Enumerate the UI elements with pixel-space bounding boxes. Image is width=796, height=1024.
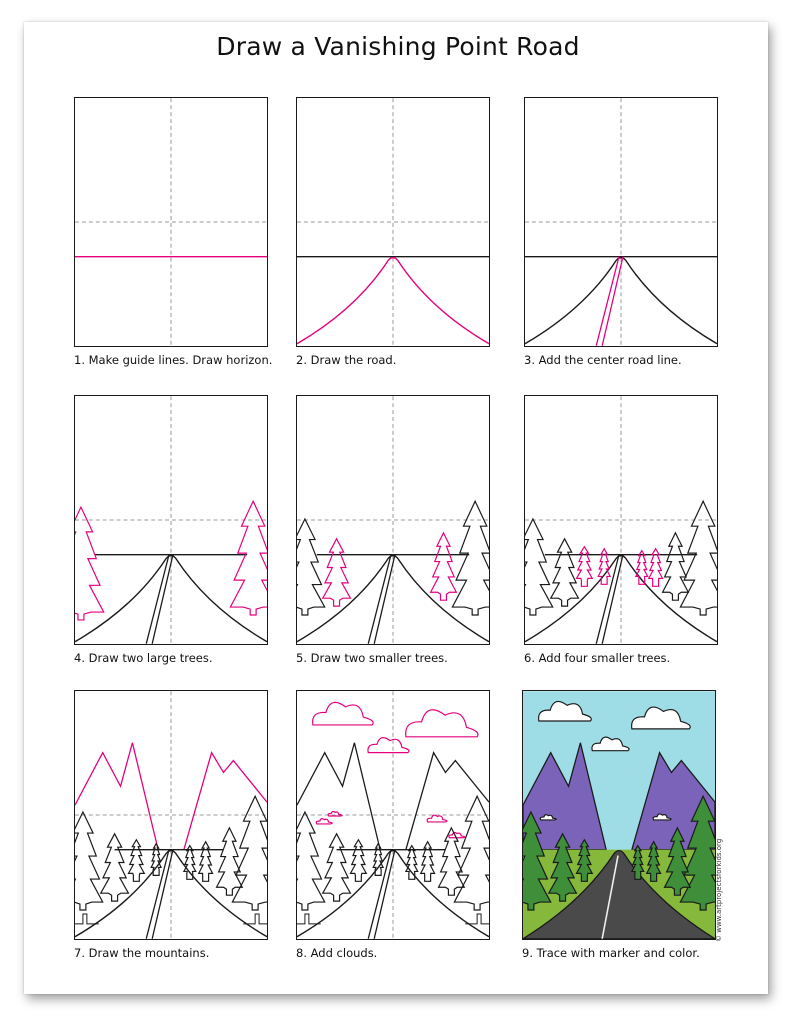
foreground-edge-right (243, 914, 267, 924)
pine-tree (421, 842, 435, 882)
cloud (316, 819, 332, 824)
cloud (313, 702, 374, 725)
foreground-edge-right (465, 914, 489, 924)
pine-tree (323, 834, 351, 901)
pine-tree (431, 533, 457, 600)
step-9-colored-drawing (523, 691, 715, 939)
pine-tree (101, 834, 129, 901)
pine-tree (663, 533, 689, 600)
step-5-caption: 5. Draw two smaller trees. (296, 651, 448, 665)
step-3-panel (524, 97, 718, 347)
cloud (368, 738, 409, 753)
pine-tree (297, 519, 325, 615)
pine-tree (452, 501, 489, 615)
pine-tree (151, 844, 161, 876)
step-2-drawing (297, 98, 489, 346)
page-title: Draw a Vanishing Point Road (216, 32, 580, 61)
step-3-drawing (525, 98, 717, 346)
step-9-panel (522, 690, 716, 940)
pine-tree (75, 812, 103, 910)
step-6-drawing (525, 396, 717, 644)
step-4-caption: 4. Draw two large trees. (74, 651, 213, 665)
cloud (427, 815, 447, 822)
step-8-caption: 8. Add clouds. (296, 946, 378, 960)
pine-tree (406, 846, 418, 880)
step-3-caption: 3. Add the center road line. (524, 353, 682, 367)
step-8-drawing (297, 691, 489, 939)
step-4-panel (74, 395, 268, 645)
website-credit: © www.artprojectsforkids.org (715, 838, 723, 942)
cloud (449, 832, 465, 837)
step-6-panel (524, 395, 718, 645)
step-2-panel (296, 97, 490, 347)
step-1-drawing (75, 98, 267, 346)
step-5-panel (296, 395, 490, 645)
step-1-panel (74, 97, 268, 347)
pine-tree (323, 539, 351, 606)
pine-tree (350, 840, 366, 882)
step-7-drawing (75, 691, 267, 939)
pine-tree (199, 842, 213, 882)
pine-tree (184, 846, 196, 880)
pine-tree (373, 844, 383, 876)
pine-tree (128, 840, 144, 882)
cloud (406, 710, 478, 737)
step-6-caption: 6. Add four smaller trees. (524, 651, 671, 665)
pine-tree (217, 828, 243, 895)
step-9-caption: 9. Trace with marker and color. (522, 946, 700, 960)
foreground-edge-left (297, 914, 321, 924)
pine-tree (230, 501, 267, 615)
pine-tree (551, 539, 579, 606)
step-4-drawing (75, 396, 267, 644)
pine-tree (454, 796, 489, 910)
foreground-edge-left (75, 914, 99, 924)
pine-tree (297, 812, 325, 910)
pine-tree (680, 501, 717, 615)
pine-tree (232, 796, 267, 910)
step-1-caption: 1. Make guide lines. Draw horizon. (74, 353, 273, 367)
step-8-panel (296, 690, 490, 940)
step-2-caption: 2. Draw the road. (296, 353, 397, 367)
step-7-panel (74, 690, 268, 940)
pine-tree (576, 547, 592, 587)
pine-tree (525, 519, 553, 615)
step-7-caption: 7. Draw the mountains. (74, 946, 210, 960)
step-5-drawing (297, 396, 489, 644)
pine-tree (75, 507, 104, 620)
